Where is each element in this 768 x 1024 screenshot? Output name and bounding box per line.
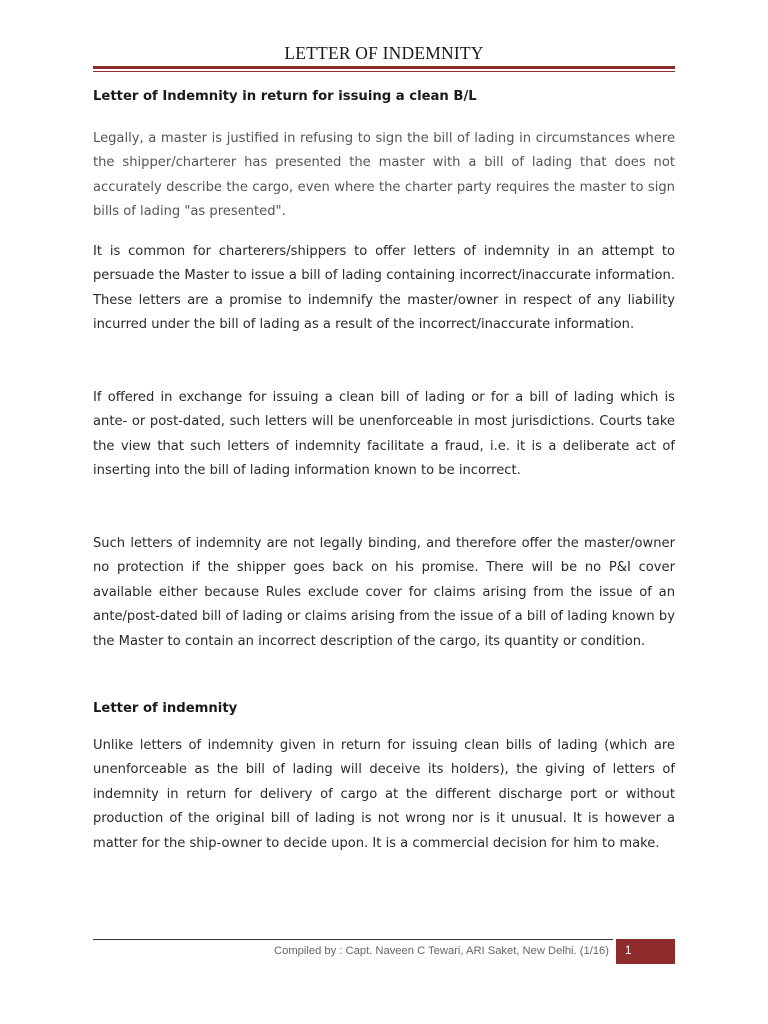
footer-compiled-by: Compiled by : Capt. Naveen C Tewari, ARI Saket, New Delhi. (1/16) (274, 945, 609, 957)
paragraph-not-binding: Such letters of indemnity are not legally binding, and therefore offer the master/owner no protection if the shipper goes back on his promise. There will be no P&I cover available either because Rules exclude cover for claims arising from the issue of an ante/post-dated bill of lading or claims arising from the issue of a bill of lading known by the Master to contain an incorrect description of the cargo, its quantity or condition. (93, 536, 675, 649)
paragraph-master-justified: Legally, a master is justified in refusing to sign the bill of lading in circumstances where the shipper/charterer has presented the master with a bill of lading that does not accurately describe the cargo, even where the charter party requires the master to sign bills of lading "as presented". (93, 131, 675, 220)
title-rule-thick (93, 66, 675, 69)
page-number-box (616, 939, 675, 964)
page-number: 1 (625, 945, 632, 957)
paragraph-common-practice: It is common for charterers/shippers to offer letters of indemnity in an attempt to persuade the Master to issue a bill of lading containing incorrect/inaccurate information. These letters are a promise to indemnify the master/owner in respect of any liability incurred under the bill of lading as a result of the incorrect/inaccurate information. (93, 244, 675, 333)
section-heading-clean-bl: Letter of Indemnity in return for issuing a clean B/L (93, 89, 477, 104)
title-rule-thin (93, 71, 675, 72)
footer-rule (93, 939, 613, 940)
paragraph-unenforceable: If offered in exchange for issuing a clean bill of lading or for a bill of lading which is ante- or post-dated, such letters will be unenforceable in most jurisdictions. Courts take the view that such letters of indemnity facilitate a fraud, i.e. it is a deliberate act of inserting into the bill of lading information known to be incorrect. (93, 390, 675, 479)
paragraph-delivery-of-cargo: Unlike letters of indemnity given in return for issuing clean bills of lading (which are unenforceable as the bill of lading will deceive its holders), the giving of letters of indemnity in return for delivery of cargo at the different discharge port or without production of the original bill of lading is not wrong nor is it unusual. It is however a matter for the ship-owner to decide upon. It is a commercial decision for him to make. (93, 738, 675, 851)
section-heading-letter-of-indemnity: Letter of indemnity (93, 701, 238, 716)
page-title: LETTER OF INDEMNITY (284, 43, 484, 63)
